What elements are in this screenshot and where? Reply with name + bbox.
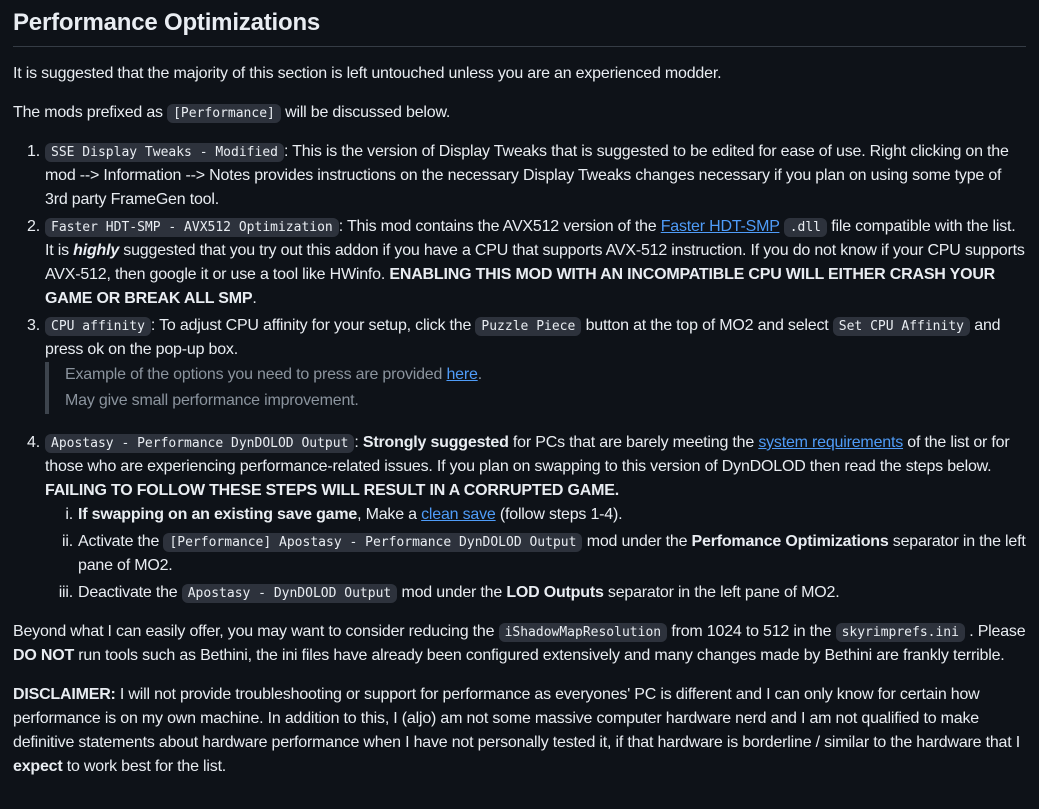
sublist-item-clean-save [45, 503, 1026, 527]
inline-code: SSE Display Tweaks - Modified [45, 143, 284, 162]
page-title: Performance Optimizations [13, 8, 1026, 47]
bold-text: Strongly suggested [362, 434, 509, 451]
inline-code: Puzzle Piece [475, 317, 581, 336]
list-item-text: If swapping on an existing save game, Make a clean save (follow steps 1-4). [78, 506, 623, 523]
list-marker: i. [65, 506, 73, 523]
system-requirements-link[interactable]: system requirements [758, 434, 904, 451]
bold-italic-text: highly [73, 242, 120, 259]
blockquote-line: Example of the options you need to press are provided here. [65, 366, 482, 383]
inline-code: CPU affinity [45, 317, 151, 336]
inline-code: [Performance] Apostasy - Performance DynDOLOD Output [163, 533, 582, 552]
bold-text: DO NOT [13, 647, 75, 664]
list-item-faster-hdt-smp [13, 215, 1026, 311]
blockquote-line: May give small performance improvement. [65, 392, 359, 409]
dyndolod-steps-sublist [45, 503, 1026, 605]
bold-text: LOD Outputs [506, 584, 604, 601]
inline-code: skyrimprefs.ini [836, 623, 965, 642]
list-marker: 1. [27, 143, 40, 160]
list-marker: 4. [27, 434, 40, 451]
list-item-text: Apostasy - Performance DynDOLOD Output : Strongly suggested for PCs that are barely meeting the system requirements of the list or for those who are experiencing performance-related issues. If you plan on swapping to this version of DynDOLOD then read the steps below. FAILING TO FOLLOW THESE STEPS WILL RESULT IN A CORRUPTED GAME. [45, 434, 1010, 499]
list-item-text: Deactivate the Apostasy - DynDOLOD Output mod under the LOD Outputs separator in the left pane of MO2. [78, 584, 840, 601]
list-item-cpu-affinity [13, 314, 1026, 428]
sublist-item-deactivate-mod [45, 581, 1026, 605]
inline-code: Set CPU Affinity [833, 317, 970, 336]
clean-save-link[interactable]: clean save [421, 506, 496, 523]
list-item-text: CPU affinity : To adjust CPU affinity for your setup, click the Puzzle Piece button at the top of MO2 and select Set CPU Affinity and press ok on the pop-up box. [45, 317, 1001, 358]
list-item-body [45, 431, 1026, 605]
bold-text: If swapping on an existing save game [78, 506, 358, 523]
bold-text: FAILING TO FOLLOW THESE STEPS WILL RESULT IN A CORRUPTED GAME. [45, 482, 619, 499]
list-item-body [45, 314, 1026, 428]
here-link[interactable]: here [446, 366, 478, 383]
bold-text: DISCLAIMER: [13, 686, 116, 703]
inline-code: .dll [784, 218, 827, 237]
list-item-sse-display-tweaks [13, 140, 1026, 212]
intro-paragraph-1: It is suggested that the majority of this section is left untouched unless you are an experienced modder. [13, 65, 722, 82]
list-item-text: SSE Display Tweaks - Modified : This is the version of Display Tweaks that is suggested to be edited for ease of use. Right clicking on the mod --> Information --> Notes provides instructions on the necessary Display Tweaks changes necessary if you plan on using some type of 3rd party FrameGen tool. [45, 143, 1009, 208]
outro-paragraph-shadowmap: Beyond what I can easily offer, you may want to consider reducing the iShadowMapResolution from 1024 to 512 in the skyrimprefs.ini . Please DO NOT run tools such as Bethini, the ini files have already been configured extensively and many changes made by Bethini are frankly terrible. [13, 623, 1026, 664]
list-item-text: Activate the [Performance] Apostasy - Performance DynDOLOD Output mod under the Perfomance Optimizations separator in the left pane of MO2. [78, 533, 1026, 574]
disclaimer-paragraph: DISCLAIMER: I will not provide troubleshooting or support for performance as everyones' PC is different and I can only know for certain how performance is on my own machine. In addition to this, I (aljo) am not some massive computer hardware nerd and I am not qualified to make definitive statements about hardware performance when I have not personally tested it, if that hardware is borderline / similar to the hardware that I expect to work best for the list. [13, 686, 1020, 775]
cpu-affinity-note-blockquote [45, 362, 1026, 414]
inline-code: Faster HDT-SMP - AVX512 Optimization [45, 218, 339, 237]
list-item-text: Faster HDT-SMP - AVX512 Optimization : This mod contains the AVX512 version of the Faster HDT-SMP .dll file compatible with the list. It is highly suggested that you try out this addon if you have a CPU that supports AVX-512 instruction. If you do not know if your CPU supports AVX-512, then google it or use a tool like HWinfo. ENABLING THIS MOD WITH AN INCOMPATIBLE CPU WILL EITHER CRASH YOUR GAME OR BREAK ALL SMP. [45, 218, 1025, 307]
list-marker: ii. [62, 533, 73, 550]
faster-hdt-smp-link[interactable]: Faster HDT-SMP [660, 218, 780, 235]
inline-code: Apostasy - DynDOLOD Output [182, 584, 398, 603]
intro-paragraph-2: The mods prefixed as [Performance] will be discussed below. [13, 104, 451, 121]
bold-text: Perfomance Optimizations [691, 533, 889, 550]
sublist-item-activate-mod [45, 530, 1026, 578]
inline-code: iShadowMapResolution [499, 623, 668, 642]
inline-code: [Performance] [167, 104, 281, 123]
list-marker: 2. [27, 218, 40, 235]
list-item-apostasy-dyndolod [13, 431, 1026, 605]
bold-text: expect [13, 758, 63, 775]
list-marker: iii. [58, 584, 73, 601]
inline-code: Apostasy - Performance DynDOLOD Output [45, 434, 354, 453]
list-marker: 3. [27, 317, 40, 334]
performance-mods-list [13, 140, 1026, 605]
bold-text: ENABLING THIS MOD WITH AN INCOMPATIBLE CPU WILL EITHER CRASH YOUR GAME OR BREAK ALL SMP [45, 266, 996, 307]
